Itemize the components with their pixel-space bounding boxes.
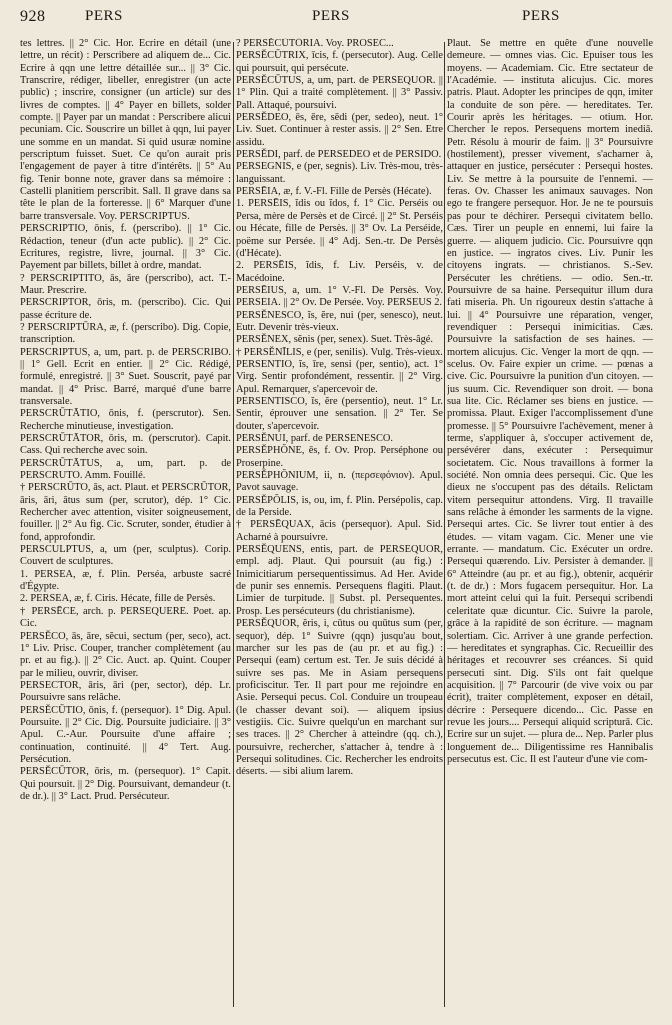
dictionary-entry: 2. PERSĒIS, ĭdis, f. Liv. Perséis, v. de Macédoine. <box>236 260 443 284</box>
dictionary-entry: PERSCRIPTIO, ōnis, f. (perscribo). || 1° Cic. Rédaction, teneur (d'un acte public). || 2° Cic. Ecritures, registre, livre, journal. || 3° Cic. Payement par billets, billet à ordre, mandat. <box>20 223 231 272</box>
dictionary-entry: † PERSĒQUAX, ācis (persequor). Apul. Sid. Acharné à poursuivre. <box>236 519 443 543</box>
dictionary-entry: PERSĔNEX, sĕnis (per, senex). Suet. Très-âgé. <box>236 334 433 346</box>
dictionary-entry: PERSĔPHŎNIUM, ii, n. (περσεφόνιον). Apul. Pavot sauvage. <box>236 470 443 494</box>
dictionary-entry: tes lettres. || 2° Cic. Hor. Ecrire en détail (une lettre, un récit) : Perscribere ad aliquem de... Cic. Ecrire à qqn une lettre détaillée sur... || 3° Cic. Transcrire, rédiger, libeller, enregistrer (un acte public) ; inscrire, consigner (un article) sur des livres de comptes. || 4° Payer en billets, solder compte. || Payer par un mandat : Perscribere alicui pecuniam. Cic. Souscrire un billet à qqn, lui payer une somme en un mandat. Si quid usuræ nomine perscriptum fuisset. Suet. Ce qu'on aurait pris l'engagement de payer à titre d'intérêts. || 5° Au fig. Tenir bonne note, graver dans sa mémoire : Castelli planitiem perscribit. Sall. Il grave dans sa tête le plan de la forteresse. || 6° Marquer d'une barre transversale. Voy. PERSCRIPTUS. <box>20 38 231 222</box>
column-left <box>20 38 231 1020</box>
dictionary-entry: PERSENTIO, ĭs, īre, sensi (per, sentio), act. 1° Virg. Sentir profondément, ressentir. || 2° Virg. Apul. Remarquer, s'apercevoir de. <box>236 358 443 395</box>
dictionary-entry: Plaut. Se mettre en quête d'une nouvelle demeure. — omnes vias. Cic. Epuiser tous les moyens. — Academiam. Cic. Etre sectateur de l'Académie. — instituta alicujus. Cic. mores patris. Plaut. Adopter les principes de qqn, imiter la conduite de son père. — hereditates. Ter. Courir après les héritages. — otium. Hor. Chercher le repos. Persequens mortem inediā. Petr. Résolu à mourir de faim. || 3° Poursuivre (hostilement), presser vivement, s'acharner à, attaquer en justice, persécuter : Persequi hostes. Liv. Se mettre à la poursuite de l'ennemi. — feras. Ov. Chasser les animaux sauvages. Non ego te frangere persequor. Hor. Je ne te poursuis pas pour te déchirer. Persequi civitatem bello. Cæs. Tirer un peuple en ennemi, lui faire la guerre. — aliquem judicio. Cic. Poursuivre qqn en justice. — ingratos cives. Liv. Punir les citoyens ingrats. — christianos. S.-Sev. Persécuter les chrétiens. — odio. Sen.-tr. Poursuivre de sa haine. Persequitur illum dura fati miseria. Ph. Un rigoureux destin s'attache à lui. || 4° Poursuivre une réparation, venger, revendiquer : Persequi inimicitias. Cæs. Poursuivre la satisfaction de ses haines. — mortem alicujus. Cic. Venger la mort de qqn. — scelus. Ov. Faire expier un crime. — pœnas a cive. Cic. Poursuivre la punition d'un citoyen. — jus suum. Cic. Revendiquer son droit. — bona sua lite. Cic. Réclamer ses biens en justice. — promissa. Plaut. Exiger l'accomplissement d'une promesse. || 5° Poursuivre l'achèvement, mener à terme, s'appliquer à, s'occuper activement de, persévérer dans, exécuter : Persequimur societatem. Cic. Nous travaillons à former la société. Non omnia dees persequi. Cic. Que les dieux ne s'occupent pas des détails. Relictam vitem persequitur attondens. Virg. Il travaille sans relâche à émonder les sarments de la vigne. Persequi artes. Cic. Se livrer tout entier à des études. — vitam vagam. Cic. Mener une vie errante. — mandatum. Cic. Exécuter un ordre. Persequi quærendo. Liv. Persister à demander. || 6° Atteindre (au pr. et au fig.), obtenir, acquérir (t. de dr.) : Mors fugacem persequitur. Hor. La mort atteint celui qui la fuit. Persequi scribendi celeritate quæ dicuntur. Cic. Suivre la parole, grâce à la rapidité de son écriture. — magnam solertiam. Cic. Arriver à une grande perfection. — hereditates et syngraphas. Cic. Recueillir des héritages et recouvrer ses créances. Si quid persecuti sint. Dig. S'ils ont fait quelque acquisition. || 7° Parcourir (de vive voix ou par écrit), traiter complètement, exposer en détail, décrire : Persequere dicendo... Cic. Passe en revue les jours.... Persequi aliquid scripturā. Cic. Ecrire sur un sujet. — plura de... Nep. Parler plus longuement de... Diligentissime res Hannibalis persecutus est. Cic. Il est l'auteur d'une vie com- <box>447 38 653 765</box>
header-left-word: PERS <box>85 8 123 24</box>
dictionary-entry: PERSĔNESCO, ĭs, ĕre, nui (per, senesco), neut. Eutr. Devenir très-vieux. <box>236 309 443 333</box>
dictionary-entry: PERSĔDI, parf. de PERSEDEO et de PERSIDO. <box>236 149 442 161</box>
dictionary-entry: PERSENTISCO, ĭs, ĕre (persentio), neut. 1° Lr. Sentir, éprouver une sensation. || 2° Ter. Se douter, s'apercevoir. <box>236 395 443 432</box>
dictionary-entry: † PERSCRŪTO, ās, act. Plaut. et PERSCRŪTOR, āris, āri, ātus sum (per, scrutor), dép. 1° Cic. Rechercher avec attention, visiter soigneusement, fouiller. || 2° Au fig. Cic. Scruter, sonder, étudier à fond, approfondir. <box>20 482 231 543</box>
column-divider-left <box>233 42 234 1007</box>
dictionary-entry: 1. PERSEA, æ, f. Plin. Perséa, arbuste sacré d'Égypte. <box>20 568 231 593</box>
dictionary-entry: † PERSĒCE, arch. p. PERSEQUERE. Poet. ap. Cic. <box>20 605 231 630</box>
dictionary-entry: PERSĔDEO, ēs, ēre, sēdi (per, sedeo), neut. 1° Liv. Suet. Continuer à rester assis. || 2° Sen. Etre assidu. <box>236 112 443 148</box>
column-right <box>447 38 653 1020</box>
dictionary-entry: PERSĔCŪTRIX, īcis, f. (persecutor). Aug. Celle qui poursuit, qui persécute. <box>236 50 443 74</box>
dictionary-entry: PERSEGNIS, e (per, segnis). Liv. Très-mou, très-languissant. <box>236 161 443 185</box>
header-center-word: PERS <box>312 8 350 24</box>
dictionary-entry: PERSCRŪTĀTOR, ōris, m. (perscrutor). Capit. Cass. Qui recherche avec soin. <box>20 433 231 457</box>
dictionary-entry: PERSECTOR, āris, āri (per, sector), dép. Lr. Poursuivre sans relâche. <box>20 679 231 704</box>
dictionary-entry: PERSCRŪTĀTUS, a, um, part. p. de PERSCRUTO. Amm. Fouillé. <box>20 457 231 482</box>
dictionary-entry: PERSĔQUOR, ĕris, i, cūtus ou quūtus sum (per, sequor), dép. 1° Suivre (qqn) jusqu'au bout, marcher sur les pas de (au pr. et au fig.) : Persequi (eam) certum est. Ter. Je suis décidé à suivre ses pas. Me in Asiam persequens proficiscitur. Ter. Il part pour me rejoindre en Asie. Persequi pecus. Col. Conduire un troupeau (le chasser devant soi). — aliquem ipsius vestigiis. Cic. Suivre quelqu'un en marchant sur ses traces. || 2° Chercher à atteindre (qq. ch.), poursuivre, rechercher, s'attacher à, tendre à : Persequi solitudines. Cic. Rechercher les endroits déserts. — sibi alium larem. <box>236 618 443 778</box>
dictionary-entry: PERSĔCO, ās, āre, sĕcui, sectum (per, seco), act. 1° Liv. Prisc. Couper, trancher complètement (au pr. et au fig.). || 2° Cic. Auct. ap. Quint. Couper par le milieu, ouvrir, diviser. <box>20 630 231 679</box>
column-divider-right <box>444 42 445 1007</box>
running-header <box>0 8 672 32</box>
dictionary-entry: PERSĔCŪTUS, a, um, part. de PERSEQUOR. || 1° Plin. Qui a traité complètement. || 3° Passiv. Pall. Attaqué, poursuivi. <box>236 75 443 111</box>
dictionary-entry: 1. PERSĒIS, ĭdis ou ĭdos, f. 1° Cic. Perséis ou Persa, mère de Persès et de Circé. || 2° St. Perséis ou Hécate, fille de Persès. || 3° Ov. La Perséide, poëme sur Persée. || 4° Adj. Sen.-tr. De Persès (d'Hécate). <box>236 198 443 259</box>
dictionary-entry: † PERSĔNĪLIS, e (per, senilis). Vulg. Très-vieux. <box>236 346 443 358</box>
dictionary-entry: PERSĒIUS, a, um. 1° V.-Fl. De Persès. Voy. PERSEIA. || 2° Ov. De Persée. Voy. PERSEUS 2. <box>236 284 443 309</box>
dictionary-entry: PERSĔCŪTOR, ōris, m. (persequor). 1° Capit. Qui poursuit. || 2° Dig. Poursuivant, demandeur (t. de dr.). || 3° Lact. Prud. Persécuteur. <box>20 766 231 802</box>
dictionary-entry: PERSCRIPTUS, a, um, part. p. de PERSCRIBO. || 1° Gell. Ecrit en entier. || 2° Cic. Rédigé, formulé, enregistré. || 3° Suet. Souscrit, payé par mandat. || 4° Prisc. Barré, marqué d'une barre transversale. <box>20 346 231 407</box>
dictionary-entry: ? PERSCRIPTŪRA, æ, f. (perscribo). Dig. Copie, transcription. <box>20 321 231 346</box>
dictionary-entry: PERSĔPHŎNE, ēs, f. Ov. Prop. Perséphone ou Proserpine. <box>236 445 443 469</box>
header-right-word: PERS <box>522 8 560 24</box>
dictionary-entry: PERSĔQUENS, entis, part. de PERSEQUOR, empl. adj. Plaut. Qui poursuit (au fig.) : Inimicitiarum persequentissimus. Ad Her. Avide de punir ses ennemis. Persequens flagiti. Plaut. Limier de turpitude. || Subst. pl. Persequentes. Prosp. Les persécuteurs (du christianisme). <box>236 544 443 617</box>
dictionary-entry: PERSĔCŪTIO, ōnis, f. (persequor). 1° Dig. Apul. Poursuite. || 2° Cic. Dig. Poursuite judiciaire. || 3° Apul. C.-Aur. Poursuite d'une affaire ; continuation, continuité. || 4° Tert. Aug. Persécution. <box>20 704 231 765</box>
dictionary-entry: PERSCRŪTĀTIO, ōnis, f. (perscrutor). Sen. Recherche minutieuse, investigation. <box>20 408 231 432</box>
dictionary-entry: ? PERSĔCŪTŌRIA. Voy. PROSEC... <box>236 38 394 49</box>
dictionary-entry: PERSĔPŎLIS, is, ou, im, f. Plin. Persépolis, cap. de la Perside. <box>236 494 443 519</box>
dictionary-entry: 2. PERSEA, æ, f. Ciris. Hécate, fille de Persès. <box>20 593 216 605</box>
dictionary-entry: PERSCRIPTOR, ōris, m. (perscribo). Cic. Qui passe écriture de. <box>20 297 231 321</box>
dictionary-entry: PERSCULPTUS, a, um (per, sculptus). Corip. Couvert de sculptures. <box>20 544 231 568</box>
dictionary-entry: PERSĒIA, æ, f. V.-Fl. Fille de Persès (Hécate). <box>236 186 432 198</box>
dictionary-entry: ? PERSCRIPTITO, ās, āre (perscribo), act. T.-Maur. Prescrire. <box>20 272 231 296</box>
dictionary-entry: PERSĔNUI, parf. de PERSENESCO. <box>236 433 394 444</box>
column-middle <box>236 38 443 1020</box>
page-number: 928 <box>20 8 46 25</box>
